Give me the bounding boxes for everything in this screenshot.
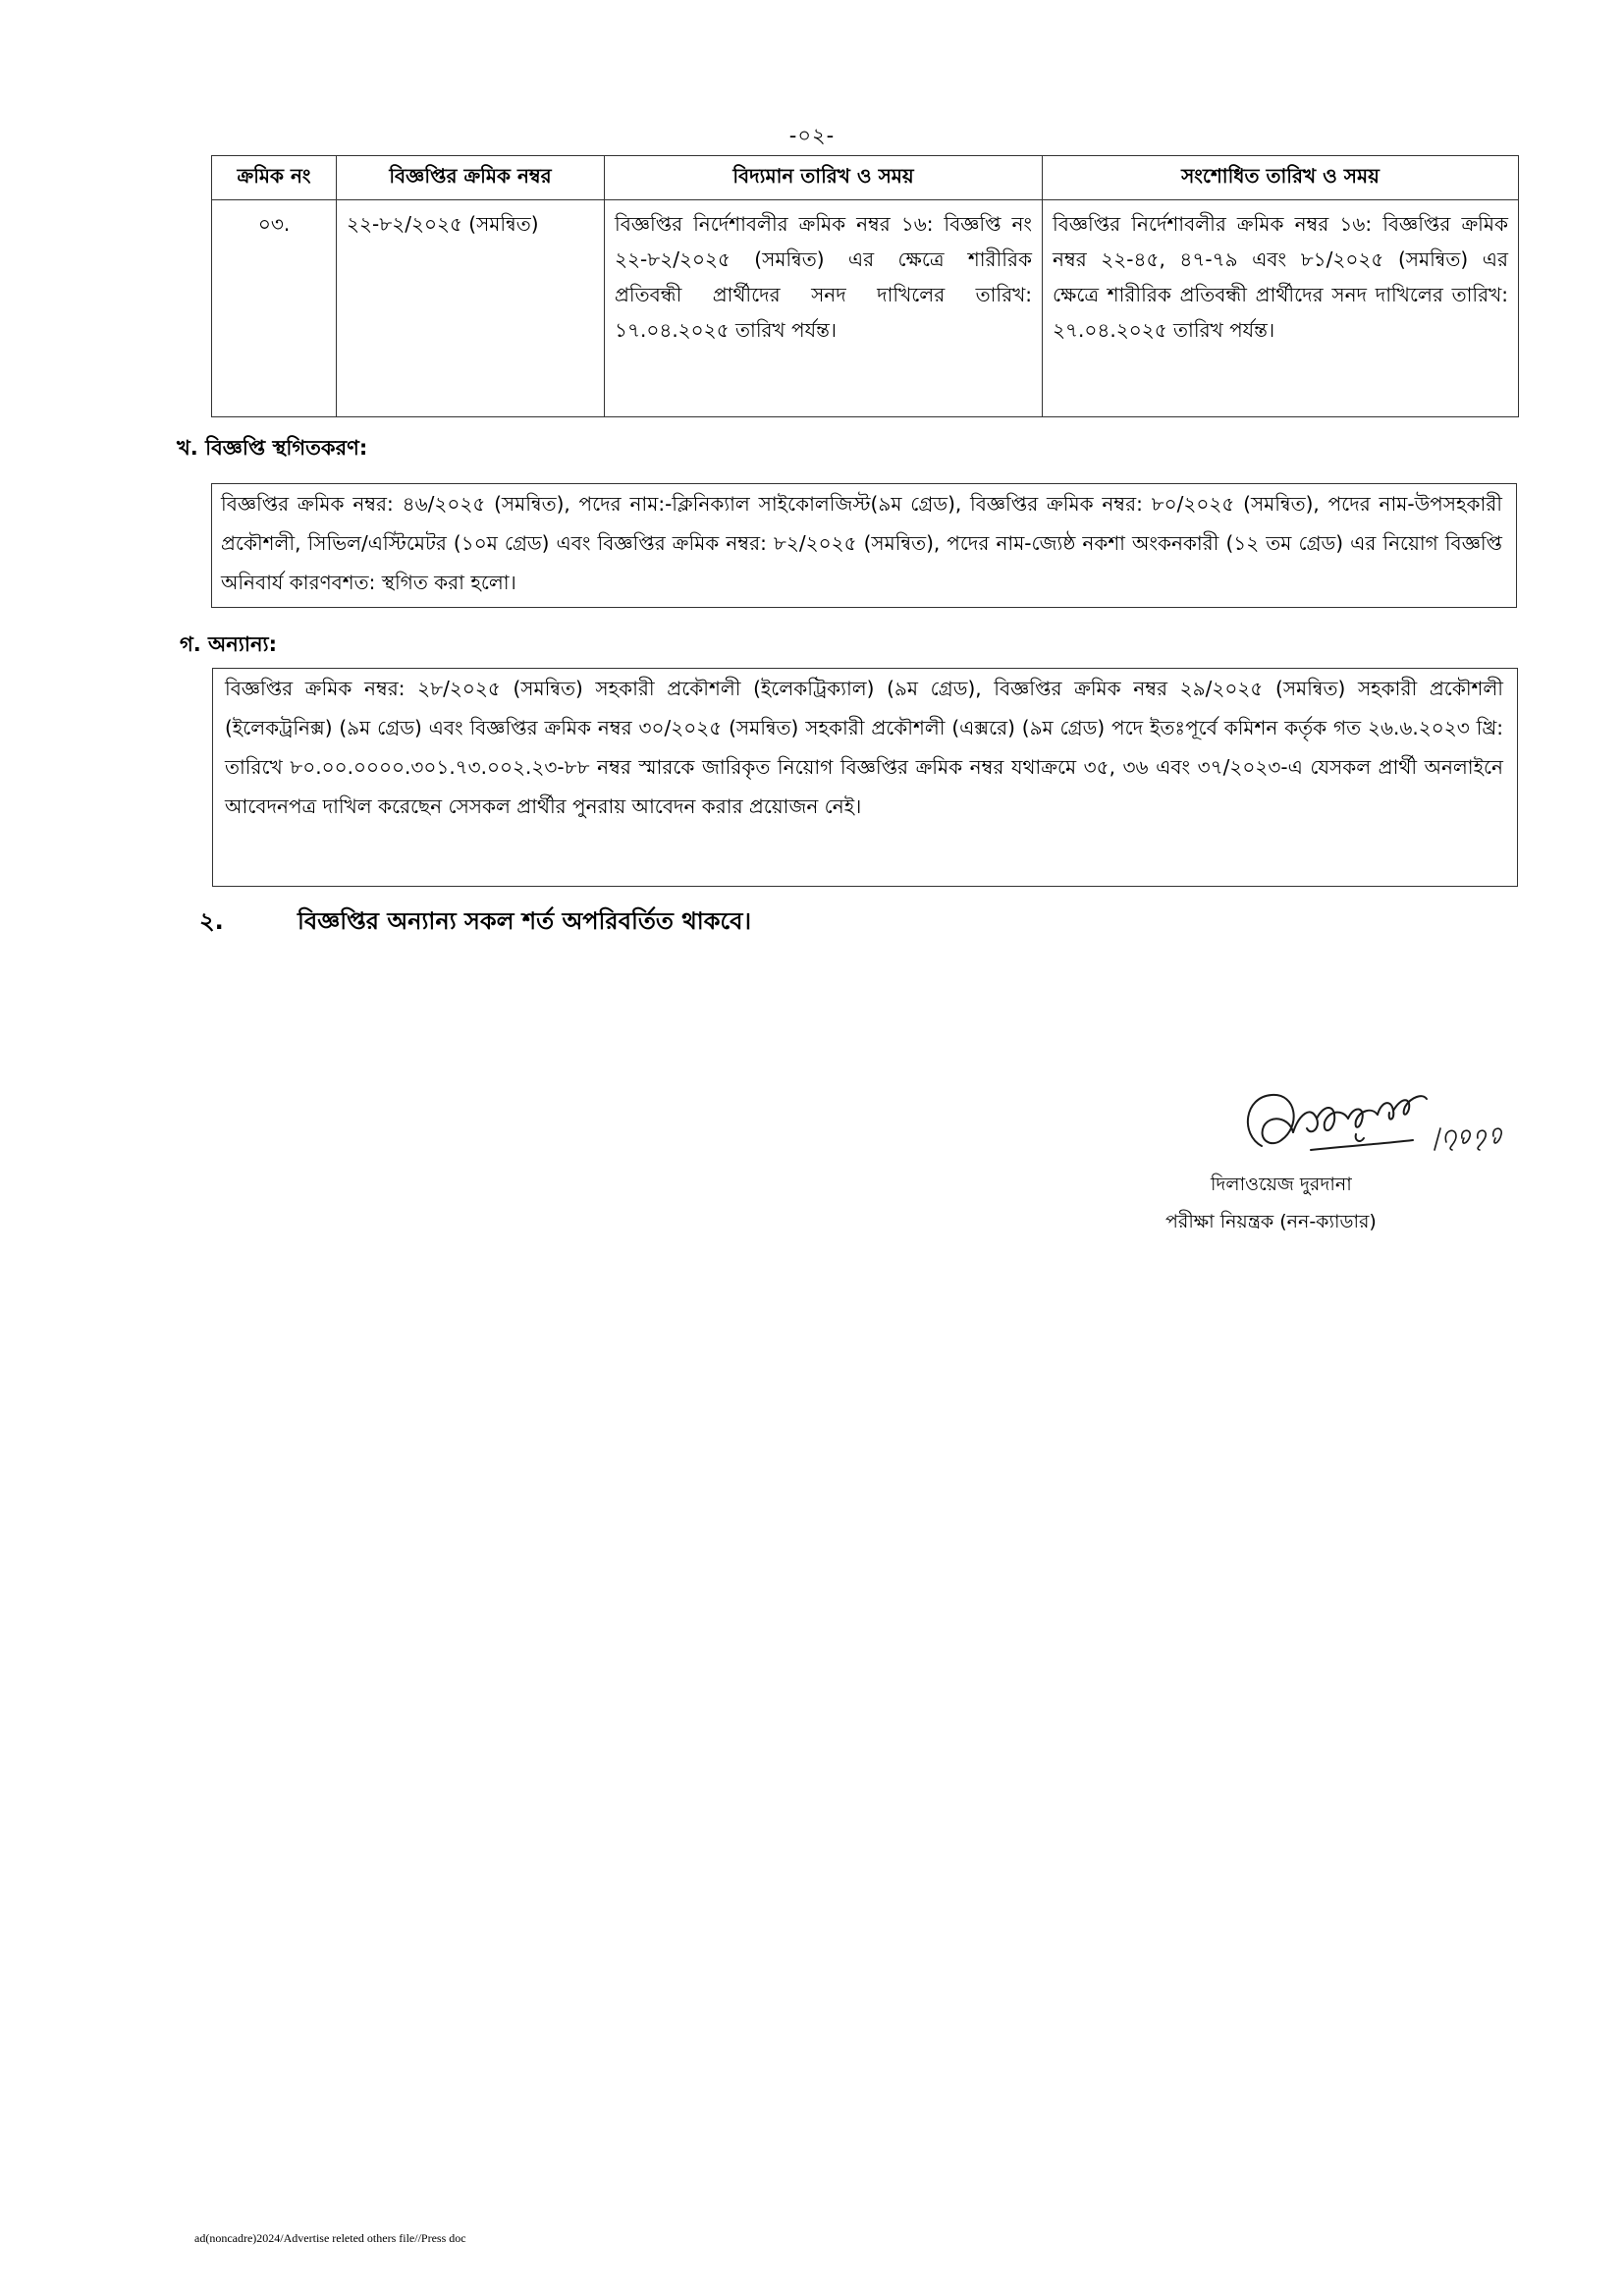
final-clause-text: বিজ্ঞপ্তির অন্যান্য সকল শর্ত অপরিবর্তিত থাকবে।	[298, 907, 752, 935]
handwritten-signature	[1114, 1075, 1546, 1174]
signature-block	[1114, 1075, 1546, 1247]
table-row	[212, 200, 1519, 417]
signatory-title: পরীক্ষা নিয়ন্ত্রক (নন-ক্যাডার)	[1165, 1211, 1377, 1232]
header-serial: ক্রমিক নং	[212, 156, 337, 200]
cell-serial: ০৩.	[212, 200, 337, 417]
section-ga-heading: গ. অন্যান্য:	[180, 632, 277, 656]
section-kha-box	[211, 483, 1517, 608]
signatory-name: দিলাওয়েজ দুরদানা	[1211, 1174, 1352, 1195]
table-header-row	[212, 156, 1519, 200]
final-clause-number: ২.	[199, 907, 224, 935]
header-existing-date: বিদ্যমান তারিখ ও সময়	[605, 156, 1043, 200]
section-ga-box	[212, 668, 1518, 887]
cell-revised-date: বিজ্ঞপ্তির নির্দেশাবলীর ক্রমিক নম্বর ১৬: বিজ্ঞপ্তির ক্রমিক নম্বর ২২-৪৫, ৪৭-৭৯ এবং ৮১/২০২৫ (সমন্বিত) এর ক্ষেত্রে শারীরিক প্রতিবন্ধী প্রার্থীদের সনদ দাখিলের তারিখ: ২৭.০৪.২০২৫ তারিখ পর্যন্ত।	[1043, 200, 1519, 417]
header-circular-number: বিজ্ঞপ্তির ক্রমিক নম্বর	[337, 156, 605, 200]
section-kha-body: বিজ্ঞপ্তির ক্রমিক নম্বর: ৪৬/২০২৫ (সমন্বিত), পদের নাম:-ক্লিনিক্যাল সাইকোলজিস্ট(৯ম গ্রেড), বিজ্ঞপ্তির ক্রমিক নম্বর: ৮০/২০২৫ (সমন্বিত), পদের নাম-উপসহকারী প্রকৌশলী, সিভিল/এস্টিমেটর (১০ম গ্রেড) এবং বিজ্ঞপ্তির ক্রমিক নম্বর: ৮২/২০২৫ (সমন্বিত), পদের নাম-জ্যেষ্ঠ নকশা অংকনকারী (১২ তম গ্রেড) এর নিয়োগ বিজ্ঞপ্তি অনিবার্য কারণবশত: স্থগিত করা হলো।	[221, 492, 1502, 594]
amendment-table	[211, 155, 1519, 417]
section-ga-body: বিজ্ঞপ্তির ক্রমিক নম্বর: ২৮/২০২৫ (সমন্বিত) সহকারী প্রকৌশলী (ইলেকট্রিক্যাল) (৯ম গ্রেড), বিজ্ঞপ্তির ক্রমিক নম্বর ২৯/২০২৫ (সমন্বিত) সহকারী প্রকৌশলী (ইলেকট্রনিক্স) (৯ম গ্রেড) এবং বিজ্ঞপ্তির ক্রমিক নম্বর ৩০/২০২৫ (সমন্বিত) সহকারী প্রকৌশলী (এক্সরে) (৯ম গ্রেড) পদে ইতঃপূর্বে কমিশন কর্তৃক গত ২৬.৬.২০২৩ খ্রি: তারিখে ৮০.০০.০০০০.৩০১.৭৩.০০২.২৩-৮৮ নম্বর স্মারকে জারিকৃত নিয়োগ বিজ্ঞপ্তির ক্রমিক নম্বর যথাক্রমে ৩৫, ৩৬ এবং ৩৭/২০২৩-এ যেসকল প্রার্থী অনলাইনে আবেদনপত্র দাখিল করেছেন সেসকল প্রার্থীর পুনরায় আবেদন করার প্রয়োজন নেই।	[225, 677, 1503, 818]
header-revised-date: সংশোধিত তারিখ ও সময়	[1043, 156, 1519, 200]
final-clause	[199, 903, 751, 943]
page-number: -০২-	[788, 124, 836, 147]
cell-existing-date: বিজ্ঞপ্তির নির্দেশাবলীর ক্রমিক নম্বর ১৬: বিজ্ঞপ্তি নং ২২-৮২/২০২৫ (সমন্বিত) এর ক্ষেত্রে শারীরিক প্রতিবন্ধী প্রার্থীদের সনদ দাখিলের তারিখ: ১৭.০৪.২০২৫ তারিখ পর্যন্ত।	[605, 200, 1043, 417]
section-kha-heading: খ. বিজ্ঞপ্তি স্থগিতকরণ:	[177, 436, 368, 460]
footer-file-path: ad(noncadre)2024/Advertise releted others file//Press doc	[194, 2231, 466, 2245]
cell-circular-number: ২২-৮২/২০২৫ (সমন্বিত)	[337, 200, 605, 417]
